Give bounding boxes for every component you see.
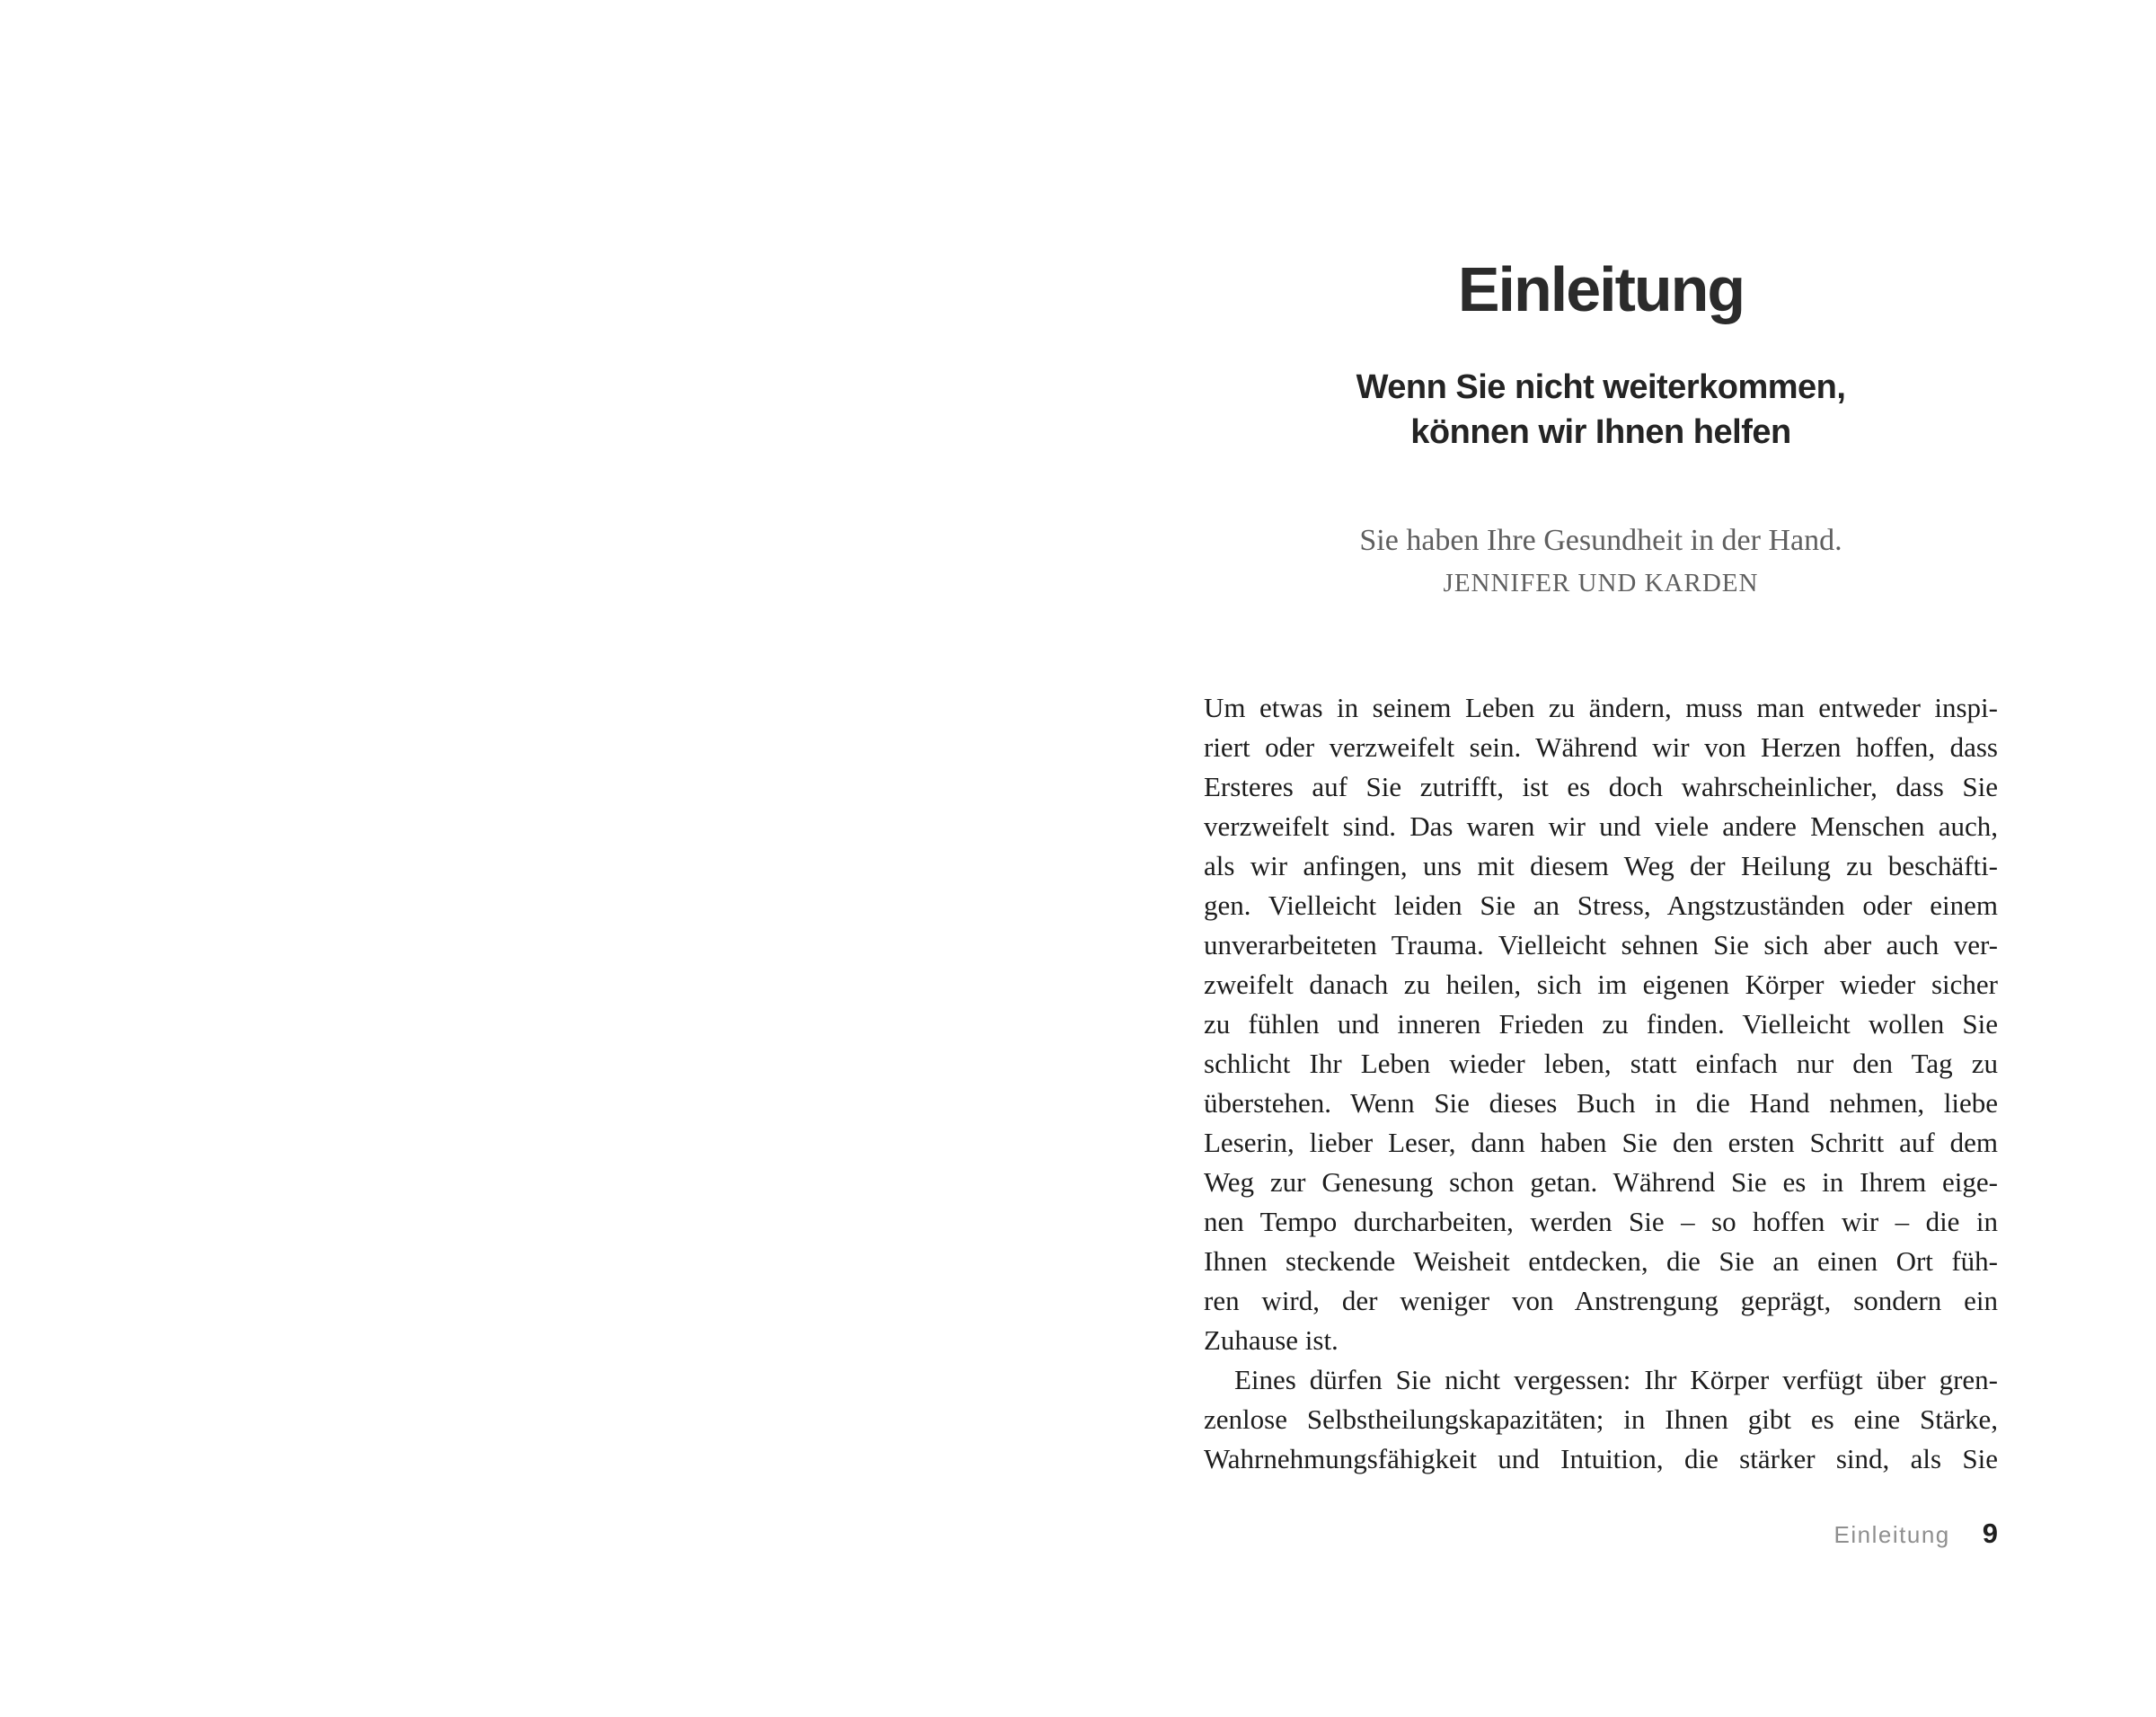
body-line: Zuhause ist.: [1204, 1324, 1339, 1356]
chapter-subtitle-line-1: Wenn Sie nicht weiterkommen,: [1356, 368, 1846, 406]
body-line: überstehen. Wenn Sie dieses Buch in die Hand nehmen, liebe: [1204, 1087, 1998, 1119]
chapter-subtitle-line-2: können wir Ihnen helfen: [1410, 413, 1791, 451]
body-line: gen. Vielleicht leiden Sie an Stress, Angstzuständen oder einem: [1204, 889, 1998, 921]
body-text: [1204, 688, 1998, 1479]
body-line: Ihnen steckende Weisheit entdecken, die Sie an einen Ort füh-: [1204, 1245, 1998, 1277]
page-footer: [1204, 1518, 1998, 1550]
running-title: Einleitung: [1833, 1521, 1950, 1548]
body-line: Leserin, lieber Leser, dann haben Sie den ersten Schritt auf dem: [1204, 1127, 1998, 1158]
body-line: verzweifelt sind. Das waren wir und viele andere Menschen auch,: [1204, 810, 1998, 842]
body-line: als wir anfingen, uns mit diesem Weg der Heilung zu beschäfti-: [1204, 850, 1998, 881]
body-line: Eines dürfen Sie nicht vergessen: Ihr Körper verfügt über gren-: [1234, 1364, 1998, 1395]
epigraph: [1204, 521, 1998, 600]
body-line: schlicht Ihr Leben wieder leben, statt einfach nur den Tag zu: [1204, 1048, 1998, 1079]
chapter-subtitle: [1204, 365, 1998, 455]
epigraph-attribution: JENNIFER UND KARDEN: [1443, 569, 1759, 597]
body-line: ren wird, der weniger von Anstrengung geprägt, sondern ein: [1204, 1285, 1998, 1316]
chapter-title: Einleitung: [1457, 254, 1745, 324]
epigraph-quote: Sie haben Ihre Gesundheit in der Hand.: [1359, 524, 1842, 557]
body-line: unverarbeiteten Trauma. Vielleicht sehnen Sie sich aber auch ver-: [1204, 929, 1998, 960]
body-line: zweifelt danach zu heilen, sich im eigenen Körper wieder sicher: [1204, 969, 1998, 1000]
body-line: Wahrnehmungsfähigkeit und Intuition, die stärker sind, als Sie: [1204, 1443, 1998, 1474]
body-line: Ersteres auf Sie zutrifft, ist es doch wahrscheinlicher, dass Sie: [1204, 771, 1998, 802]
body-line: Weg zur Genesung schon getan. Während Sie es in Ihrem eige-: [1204, 1166, 1998, 1198]
body-line: Um etwas in seinem Leben zu ändern, muss man entweder inspi-: [1204, 692, 1998, 723]
page-number: 9: [1982, 1518, 1998, 1549]
body-line: zu fühlen und inneren Frieden zu finden. Vielleicht wollen Sie: [1204, 1008, 1998, 1040]
body-line: nen Tempo durcharbeiten, werden Sie – so hoffen wir – die in: [1204, 1206, 1998, 1237]
body-line: riert oder verzweifelt sein. Während wir von Herzen hoffen, dass: [1204, 731, 1998, 763]
body-line: zenlose Selbstheilungskapazitäten; in Ihnen gibt es eine Stärke,: [1204, 1403, 1998, 1435]
